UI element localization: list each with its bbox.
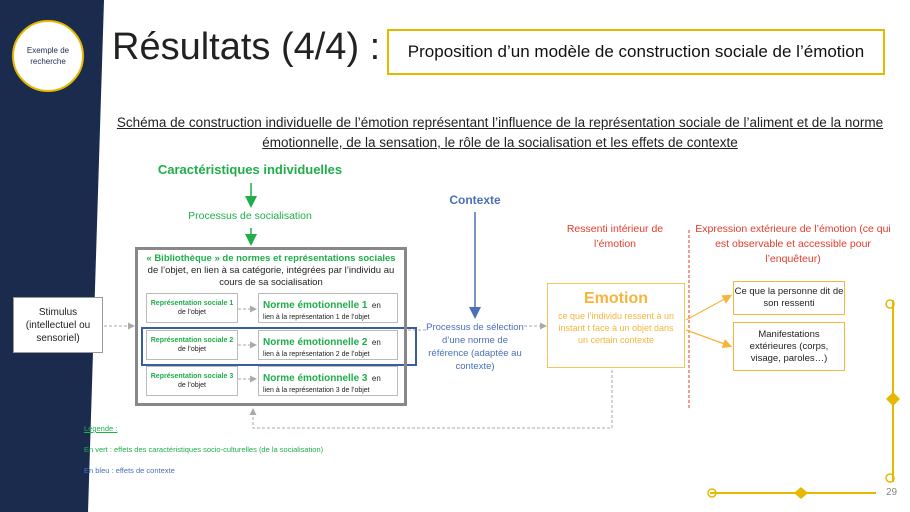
stimulus-box [13,297,103,353]
norm-title: Norme émotionnelle 2 [263,336,368,348]
norm-en: en [371,337,381,347]
norm-title: Norme émotionnelle 3 [263,372,368,384]
norm-en: en [371,300,381,310]
norm-desc: lien à la représentation 1 de l’objet [263,313,370,321]
legend-title: Légende : [84,424,118,433]
outer-expression-label: Expression extérieure de l’émotion (ce qui est observable et accessible pour l’enquêteur) [695,223,891,265]
representation-1 [146,293,238,323]
norm-desc: lien à la représentation 2 de l’objet [263,350,370,358]
expression-say-text: Ce que la personne dit de son ressenti [734,286,844,309]
norm-1 [258,293,398,323]
expression-manifest-box [733,322,845,371]
inner-feeling-label: Ressenti intérieur de l’émotion [566,223,664,250]
expression-say-box [733,281,845,315]
norm-desc: lien à la représentation 3 de l’objet [263,386,370,394]
legend [84,424,323,476]
individual-characteristics-label: Caractéristiques individuelles [157,162,343,177]
representation-3 [146,366,238,396]
badge-text: Exemple de recherche [26,46,70,66]
library-title: « Bibliothèque » de normes et représentations sociales [146,253,396,264]
gold-ornament-bottom [700,484,878,504]
emotion-box [547,283,685,368]
slide-title: Résultats (4/4) : [112,26,381,68]
emotion-desc: ce que l’individu ressent à un instant t face à un objet dans un certain contexte [557,311,675,345]
norm-3 [258,366,398,396]
arrow-emotion-say [686,296,730,320]
expression-manifest-text: Manifestations extérieures (corps, visage, paroles…) [749,328,829,364]
norm-2 [258,330,398,360]
emotion-title: Emotion [584,290,648,307]
subtitle-text: Proposition d’un modèle de construction sociale de l’émotion [407,42,865,61]
legend-blue: En bleu : effets de contexte [84,466,175,475]
library-desc: de l’objet, en lien à sa catégorie, intégrées par l’individu au cours de sa socialisation [147,265,395,288]
stimulus-text: Stimulus (intellectuel ou sensoriel) [25,306,91,344]
rep-title: Représentation sociale 3 [150,373,234,380]
rep-title: Représentation sociale 1 [150,300,234,307]
norm-title: Norme émotionnelle 1 [263,299,368,311]
rep-suffix: de l’objet [177,309,207,316]
rep-suffix: de l’objet [177,346,207,353]
context-label: Contexte [449,193,501,207]
selection-process-label: Processus de sélection d’une norme de référence (adaptée au contexte) [426,322,524,372]
norm-en: en [371,373,381,383]
rep-title: Représentation sociale 2 [150,337,234,344]
gold-ornament-right [880,296,904,486]
legend-green: En vert : effets des caractéristiques socio-culturelles (de la socialisation) [84,445,324,454]
diagram-caption: Schéma de construction individuelle de l’émotion représentant l’influence de la représentation sociale de l’aliment et de la norme émotionnelle, de la sensation, le rôle de la socialisation et les effets de contexte [116,115,884,150]
page-number: 29 [886,487,898,498]
rep-suffix: de l’objet [177,382,207,389]
arrow-emotion-manifest [686,330,730,346]
socialisation-process-label: Processus de socialisation [188,210,312,222]
representation-2 [146,330,238,360]
